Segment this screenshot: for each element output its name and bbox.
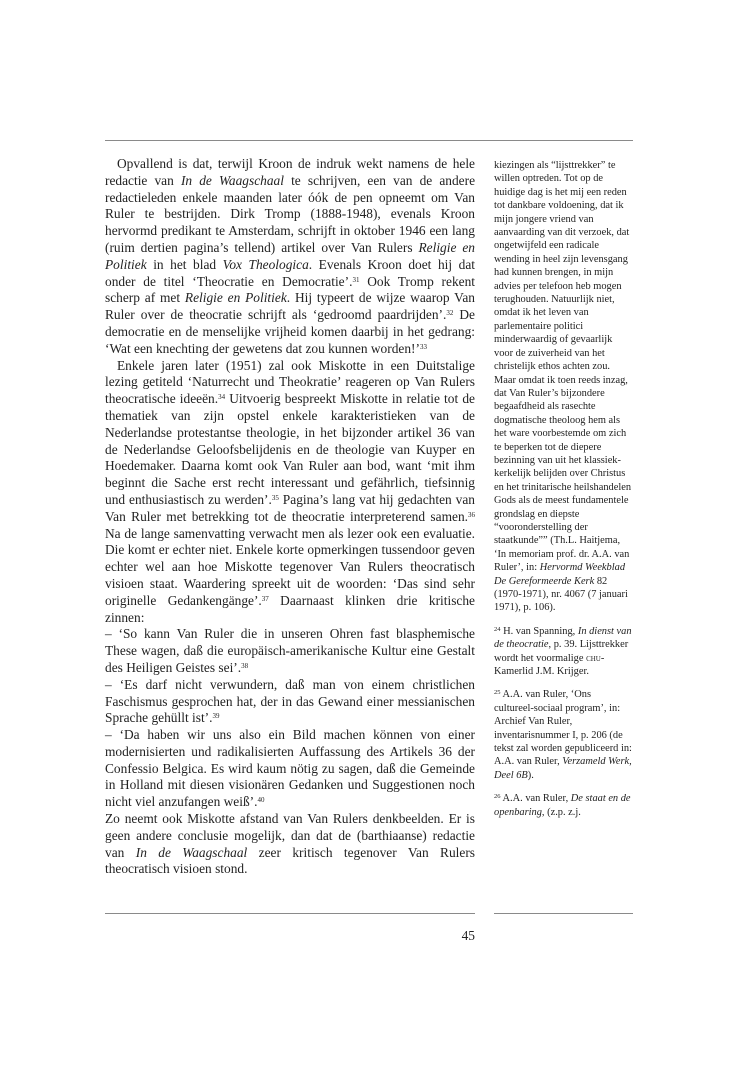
bottom-rule-main: [105, 913, 475, 914]
footnote-column: [494, 159, 633, 829]
top-rule: [105, 140, 633, 141]
footnote-continuation: kiezingen als “lijsttrekker” te willen optreden. Tot op de huidige dag is het mij een reden tot dankbare voldoening, dat ik mijn jongere vriend van aanvaarding van dit verzoek, dat ongetwijfeld een radicale wending in heel zijn levensgang had kunnen brengen, in mijn advies per telefoon heb mogen terughouden. Natuurlijk niet, omdat ik het leven van parlementaire politici minderwaardig of gevaarlijk voor de zuiverheid van het christelijk ethos achten zou. Maar omdat ik toen reeds inzag, dat Van Ruler’s bijzondere begaafdheid als rasechte dogmatische theoloog hem als het ware voorbestemde om zich te beperken tot de diepere bezinning van uit het klassiek-kerkelijk belijden over Christus en het trinitarische heilshandelen Gods als de meest fundamentele grondslag en diepste “vooronderstelling der staatkunde”” (Th.L. Haitjema, ‘In memoriam prof. dr. A.A. van Ruler’, in: Hervormd Weekblad De Gereformeerde Kerk 82 (1970-1971), nr. 4067 (7 januari 1971), p. 106).: [494, 160, 632, 614]
quote-item: – ‘Es darf nicht verwundern, daß man von einem christlichen Faschismus gesprochen hat, der in das Gewand einer messianischen Sprache gehüllt ist’.$^{39}$: [105, 676, 475, 726]
main-paragraph: Opvallend is dat, terwijl Kroon de indruk wekt namens de hele redactie van In de Waagschaal te schrijven, een van de andere redactieleden enkele maanden later óók de pen opneemt om Van Ruler te bestrijden. Dirk Tromp (1888-1948), evenals Kroon hervormd predikant te Amsterdam, schrijft in oktober 1946 een lang (ruim dertien pagina’s tellend) artikel over Van Rulers Religie en Politiek in het blad Vox Theologica. Evenals Kroon doet hij dat onder de titel ‘Theocratie en Democratie’.$^{31}$ Ook Tromp rekent scherp af met Religie en Politiek. Hij typeert de wijze waarop Van Ruler over de theocratie schrijft als ‘gedroomd paardrijden’.$^{32}$ De democratie en de menselijke vrijheid komen daarbij in het gedrang: ‘Wat een knechting der gewetens dat zou kunnen worden!’$^{33}$: [105, 156, 476, 356]
footnote-24: $^{24}$ H. van Spanning, In dienst van de theocratie, p. 39. Lijsttrekker wordt het voormalige chu-Kamerlid J.M. Krijger.: [494, 625, 632, 678]
main-paragraph: Enkele jaren later (1951) zal ook Miskotte in een Duitstalige lezing getiteld ‘Naturrecht und Theokratie’ reageren op Van Rulers theocratische ideeën.$^{34}$ Uitvoerig bespreekt Miskotte in relatie tot de thematiek van zijn opstel enkele karakteristieken van de Nederlandse protestantse theologie, in het bijzonder artikel 36 van de Nederlandse Geloofsbelijdenis en de theologie van Kuyper en Hoedemaker. Daarna komt ook Van Ruler aan bod, want ‘mit ihm beginnt die Sache erst recht interessant und gefährlich, tiefsinnig und enthusiastisch zu werden’.$^{35}$ Pagina’s lang vat hij gedachten van Van Ruler met betrekking tot de theocratie interpreterend samen.$^{36}$ Na de lange samenvatting verwacht men als lezer ook een evaluatie. Die komt er echter niet. Enkele korte opmerkingen tussendoor geven echter wel aan hoe Miskotte tegenover Van Rulers theocratisch visioen staat. Waardering spreekt uit de woorden: ‘Das sind sehr originelle Gedankengänge’.$^{37}$ Daarnaast klinken drie kritische zinnen:: [105, 357, 476, 625]
quote-item: – ‘So kann Van Ruler die in unseren Ohren fast blasphemische These wagen, daß die europäisch-amerikanische Kultur eine Gestalt des Heiligen Geistes sei’.$^{38}$: [105, 626, 475, 675]
main-text-column: [105, 156, 475, 878]
footnote-26: $^{26}$ A.A. van Ruler, De staat en de openbaring, (z.p. z.j.: [494, 793, 631, 818]
main-paragraph: Zo neemt ook Miskotte afstand van Van Rulers denkbeelden. Er is geen andere conclusie mogelijk, dan dat de (barthiaanse) redactie van In de Waagschaal zeer kritisch tegenover Van Rulers theocratisch visioen stond.: [105, 811, 476, 877]
footnote-25: $^{25}$ A.A. van Ruler, ‘Ons cultureel-sociaal program’, in: Archief Van Ruler, inventarisnummer I, p. 206 (de tekst zal worden gepubliceerd in: A.A. van Ruler, Verzameld Werk, Deel 6B).: [494, 689, 632, 781]
quote-item: – ‘Da haben wir uns also ein Bild machen können von einer modernisierten und radikalisierten Auffassung des Artikels 36 der Confessio Belgica. Es wird kaum nötig zu sagen, daß die Gemeinde in Holland mit diesen visionären Gedanken und Suggestionen noch nicht viel anzufangen weiß’.$^{40}$: [105, 727, 475, 810]
bottom-rule-side: [494, 913, 633, 914]
page-number: 45: [461, 928, 475, 943]
